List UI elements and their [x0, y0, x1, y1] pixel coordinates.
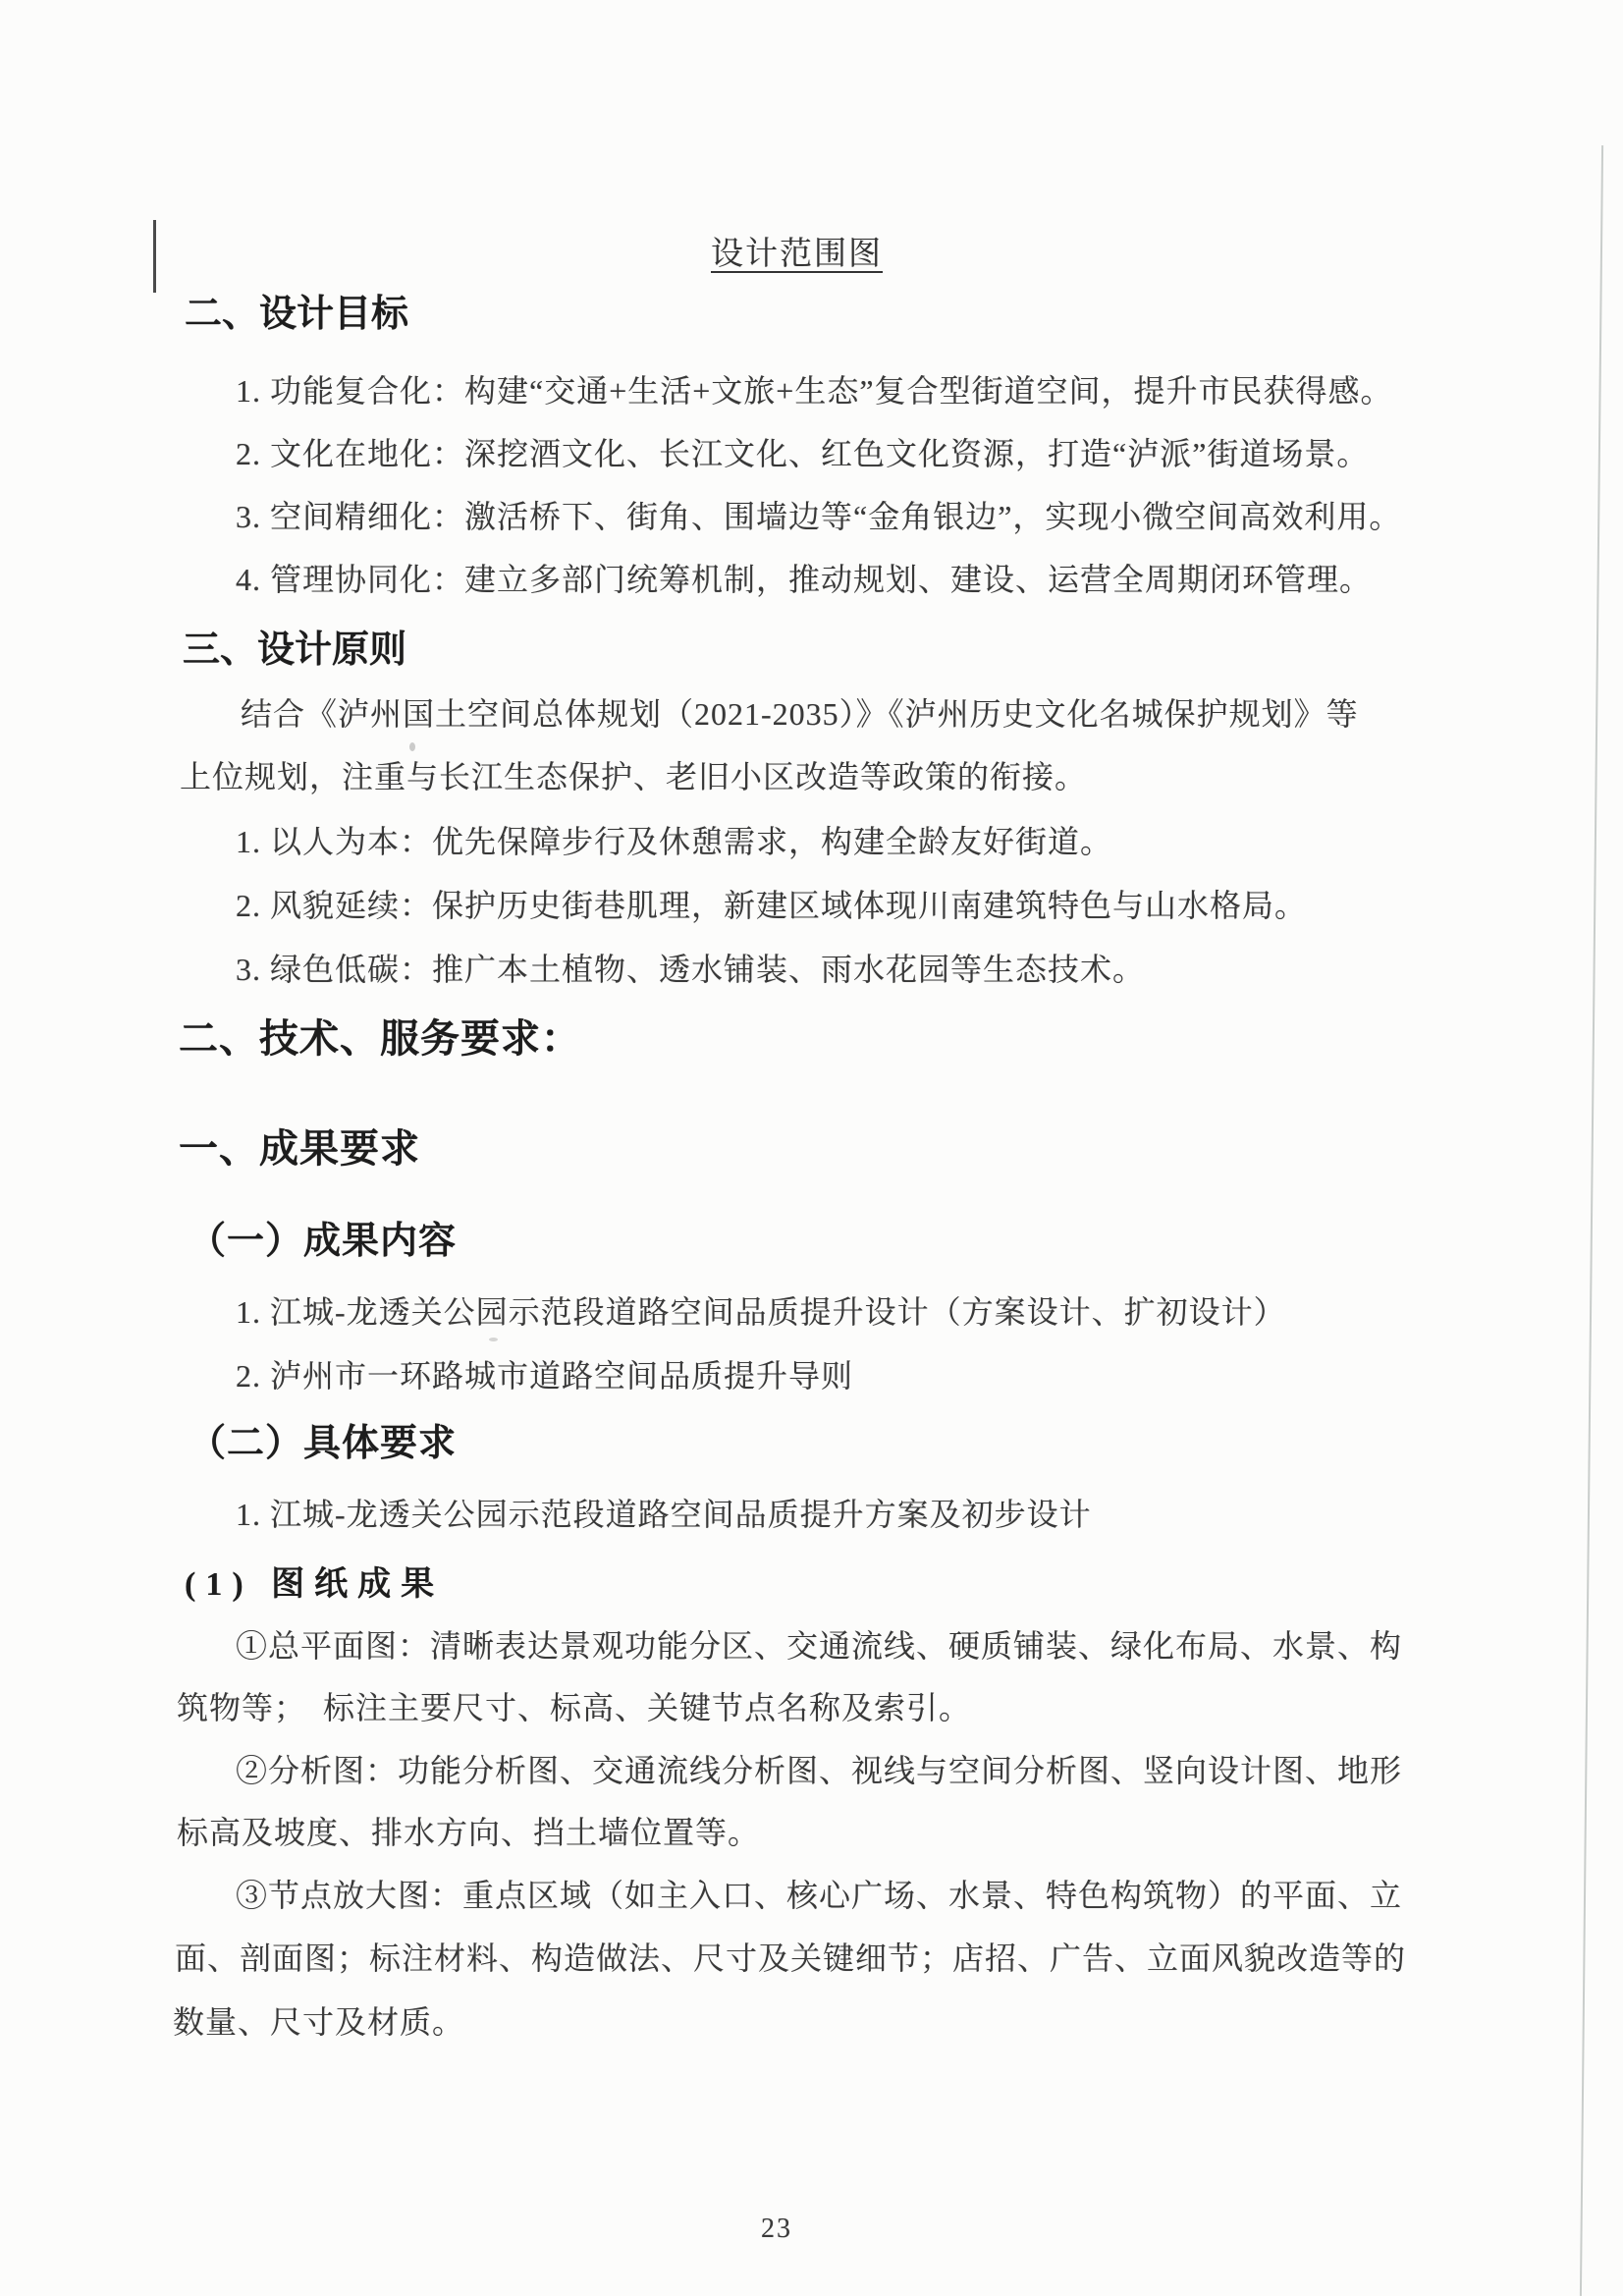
drawing-para3-line-1: ③节点放大图：重点区域（如主入口、核心广场、水景、特色构筑物）的平面、立 [236, 1878, 1403, 1913]
scan-artifact-left-tick [153, 220, 156, 293]
heading-result-requirements: 一、成果要求 [179, 1126, 420, 1171]
design-goal-item-3: 3. 空间精细化：激活桥下、街角、围墙边等“金角银边”，实现小微空间高效利用。 [236, 499, 1402, 534]
design-goal-item-4: 4. 管理协同化：建立多部门统筹机制，推动规划、建设、运营全周期闭环管理。 [236, 562, 1373, 597]
heading-result-content: （一）成果内容 [189, 1221, 458, 1262]
figure-caption: 设计范围图 [711, 237, 883, 272]
result-content-item-2: 2. 泸州市一环路城市道路空间品质提升导则 [236, 1358, 854, 1394]
principles-intro-line-2: 上位规划，注重与长江生态保护、老旧小区改造等政策的衔接。 [180, 759, 1088, 794]
principle-item-1: 1. 以人为本：优先保障步行及休憩需求，构建全龄友好街道。 [236, 824, 1113, 859]
drawing-para3-line-2: 面、剖面图；标注材料、构造做法、尺寸及关键细节；店招、广告、立面风貌改造等的 [175, 1941, 1407, 1976]
drawing-para3-line-3: 数量、尺寸及材质。 [173, 2004, 465, 2040]
principle-item-3: 3. 绿色低碳：推广本土植物、透水铺装、雨水花园等生态技术。 [236, 952, 1146, 987]
drawing-para2-line-2: 标高及坡度、排水方向、挡土墙位置等。 [177, 1815, 761, 1850]
drawing-para1-line-1: ①总平面图：清晰表达景观功能分区、交通流线、硬质铺装、绿化布局、水景、构 [236, 1628, 1403, 1664]
result-content-item-1: 1. 江城-龙透关公园示范段道路空间品质提升设计（方案设计、扩初设计） [236, 1294, 1286, 1330]
principle-item-2: 2. 风貌延续：保护历史街巷肌理，新建区域体现川南建筑特色与山水格局。 [236, 888, 1308, 923]
scan-speck [409, 742, 415, 751]
heading-design-principles: 三、设计原则 [183, 629, 407, 671]
page-number: 23 [761, 2214, 792, 2244]
design-goal-item-1: 1. 功能复合化：构建“交通+生活+文旅+生态”复合型街道空间，提升市民获得感。 [236, 373, 1393, 409]
design-goal-item-2: 2. 文化在地化：深挖酒文化、长江文化、红色文化资源，打造“泸派”街道场景。 [236, 436, 1370, 471]
drawing-para2-line-1: ②分析图：功能分析图、交通流线分析图、视线与空间分析图、竖向设计图、地形 [236, 1753, 1403, 1788]
heading-tech-service-requirements: 二、技术、服务要求： [179, 1016, 581, 1061]
heading-design-goals: 二、设计目标 [185, 294, 409, 335]
heading-specific-requirements: （二）具体要求 [189, 1423, 458, 1464]
scan-speck [489, 1338, 498, 1341]
specific-requirement-item-1: 1. 江城-龙透关公园示范段道路空间品质提升方案及初步设计 [236, 1497, 1092, 1532]
principles-intro-line-1: 结合《泸州国土空间总体规划（2021-2035）》《泸州历史文化名城保护规划》等 [241, 696, 1359, 732]
heading-drawing-results: (1) 图纸成果 [185, 1566, 445, 1603]
drawing-para1-line-2: 筑物等； 标注主要尺寸、标高、关键节点名称及索引。 [177, 1690, 972, 1725]
scan-artifact-fold-line [1580, 145, 1603, 2296]
